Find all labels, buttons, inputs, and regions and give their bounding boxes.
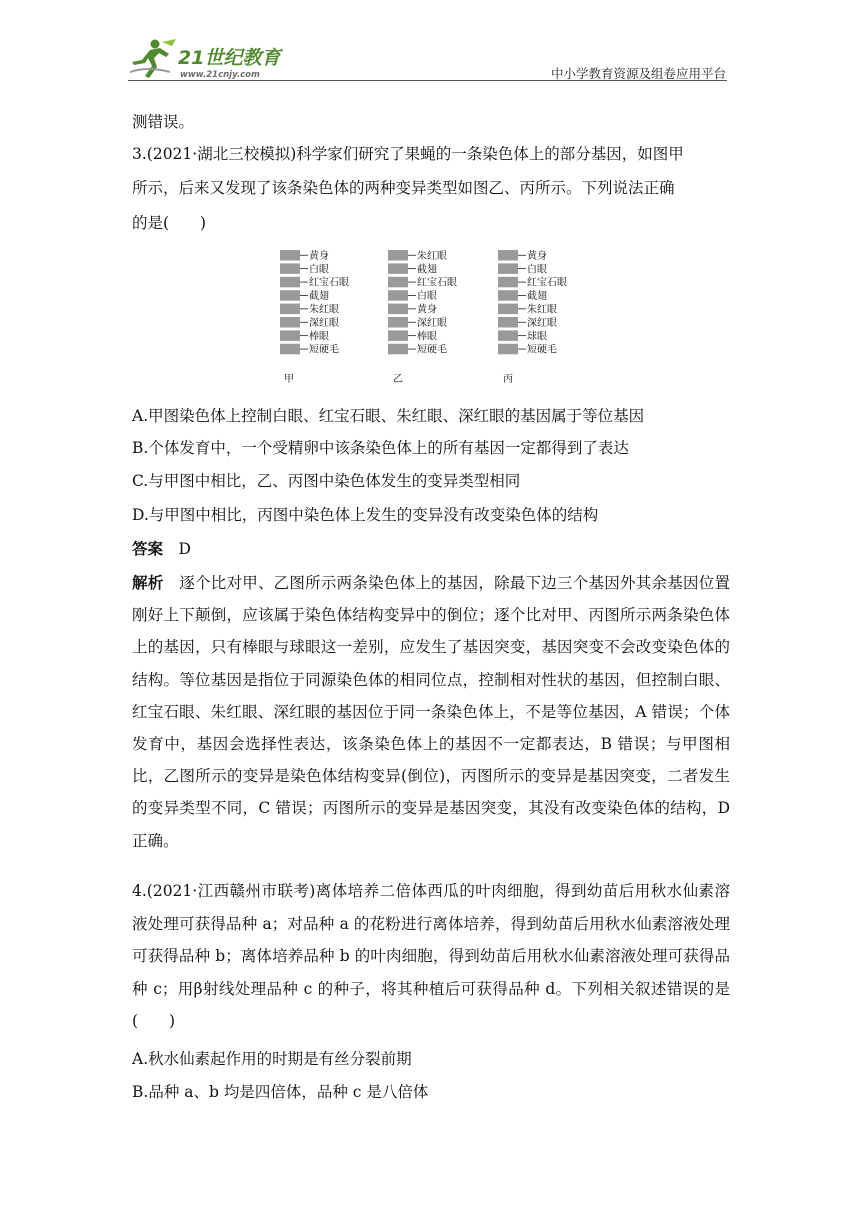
gene-label: 朱红眼 (417, 250, 447, 262)
chromosome-band (498, 344, 518, 355)
q4-option-b: B.品种 a、b 均是四倍体，品种 c 是八倍体 (132, 1083, 429, 1101)
gene-label: 黄身 (309, 250, 329, 262)
chromosome-band (388, 250, 408, 261)
chromosome-bing (498, 249, 567, 356)
chromosome-band (498, 330, 518, 341)
chromosome-band (498, 263, 518, 274)
chromosome-band (388, 330, 408, 341)
chromosome-band (388, 304, 408, 315)
page-header (128, 34, 728, 84)
gene-label: 截翅 (309, 291, 329, 303)
runner-icon (130, 39, 176, 78)
gene-label: 深红眼 (527, 317, 557, 329)
gene-label: 朱红眼 (309, 304, 339, 316)
chromosome-band (280, 290, 300, 301)
gene-label: 红宝石眼 (527, 277, 567, 289)
gene-label: 截翅 (527, 291, 547, 303)
chromosome-band (280, 263, 300, 274)
chromosome-band (280, 304, 300, 315)
gene-label: 球眼 (527, 331, 547, 343)
chromosome-band (388, 277, 408, 288)
chromosome-band (498, 304, 518, 315)
header-divider (128, 80, 727, 81)
chromosome-band (498, 277, 518, 288)
chromosome-band (388, 317, 408, 328)
carry-over-line: 测错误。 (132, 113, 195, 131)
chromosome-figure (276, 248, 596, 388)
q3-stem-line-2: 所示，后来又发现了该条染色体的两种变异类型如图乙、丙所示。下列说法正确 (132, 179, 675, 197)
gene-label: 红宝石眼 (309, 277, 349, 289)
chromosome-band (280, 250, 300, 261)
chromosome-yi (388, 249, 457, 356)
chromosome-band (280, 330, 300, 341)
gene-label: 深红眼 (417, 317, 447, 329)
q3-option-c: C.与甲图中相比，乙、丙图中染色体发生的变异类型相同 (132, 472, 521, 490)
logo-url: www.21cnjy.com (180, 70, 260, 80)
caption-yi: 乙 (393, 374, 403, 385)
gene-label: 截翅 (417, 264, 437, 276)
site-tagline: 中小学教育资源及组卷应用平台 (550, 66, 726, 81)
chromosome-band (280, 344, 300, 355)
gene-label: 短硬毛 (417, 344, 447, 356)
chromosome-band (280, 317, 300, 328)
site-logo (128, 36, 303, 80)
gene-label: 朱红眼 (527, 304, 557, 316)
analysis-paragraph (132, 567, 730, 857)
logo-text: 21世纪教育 (178, 47, 281, 69)
answer-value: D (178, 540, 191, 558)
q3-option-d: D.与甲图中相比，丙图中染色体上发生的变异没有改变染色体的结构 (132, 506, 599, 524)
answer-line (132, 533, 730, 565)
gene-label: 短硬毛 (309, 344, 339, 356)
gene-label: 深红眼 (309, 317, 339, 329)
chromosome-band (280, 277, 300, 288)
chromosome-band (498, 250, 518, 261)
q3-stem-line-1: 3.(2021·湖北三校模拟)科学家们研究了果蝇的一条染色体上的部分基因，如图甲 (132, 145, 684, 163)
gene-label: 黄身 (527, 250, 547, 262)
caption-jia: 甲 (284, 374, 294, 385)
gene-label: 棒眼 (309, 331, 329, 343)
chromosome-band (388, 344, 408, 355)
gene-label: 白眼 (309, 264, 329, 276)
q3-option-b: B.个体发育中，一个受精卵中该条染色体上的所有基因一定都得到了表达 (132, 439, 629, 457)
gene-label: 黄身 (417, 304, 437, 316)
analysis-text: 逐个比对甲、乙图所示两条染色体上的基因，除最下边三个基因外其余基因位置刚好上下颠倒，应该属于染色体结构变异中的倒位；逐个比对甲、丙图所示两条染色体上的基因，只有棒眼与球眼这一差别，应发生了基因突变，基因突变不会改变染色体的结构。等位基因是指位于同源染色体的相同位点，控制相对性状的基因，但控制白眼、红宝石眼、朱红眼、深红眼的基因位于同一条染色体上，不是等位基因，A 错误；个体发育中，基因会选择性表达，该条染色体上的基因不一定都表达，B 错误；与甲图相比，乙图所示的变异是染色体结构变异(倒位)，丙图所示的变异是基因突变，二者发生的变异类型不同，C 错误；丙图所示的变异是基因突变，其没有改变染色体的结构，D 正确。 (132, 574, 730, 850)
q3-option-a: A.甲图染色体上控制白眼、红宝石眼、朱红眼、深红眼的基因属于等位基因 (132, 407, 645, 425)
caption-bing: 丙 (503, 374, 513, 385)
q4-option-a: A.秋水仙素起作用的时期是有丝分裂前期 (132, 1050, 412, 1068)
gene-label: 红宝石眼 (417, 277, 457, 289)
answer-label: 答案 (132, 539, 164, 558)
analysis-label: 解析 (132, 573, 164, 592)
gene-label: 棒眼 (417, 331, 437, 343)
chromosome-band (498, 290, 518, 301)
chromosome-jia (280, 249, 349, 356)
chromosome-band (498, 317, 518, 328)
gene-label: 短硬毛 (527, 344, 557, 356)
q4-stem: 4.(2021·江西赣州市联考)离体培养二倍体西瓜的叶肉细胞，得到幼苗后用秋水仙素溶液处理可获得品种 a；对品种 a 的花粉进行离体培养，得到幼苗后用秋水仙素溶液处理可获得品种 b；离体培养品种 b 的叶肉细胞，得到幼苗后用秋水仙素溶液处理可获得品种 c；用β射线处理品种 c 的种子，将其种植后可获得品种 d。下列相关叙述错误的是( ) (132, 882, 730, 1030)
gene-label: 白眼 (417, 291, 437, 303)
chromosome-band (388, 263, 408, 274)
gene-label: 白眼 (527, 264, 547, 276)
chromosome-band (388, 290, 408, 301)
q3-stem-line-3: 的是( ) (132, 214, 207, 232)
